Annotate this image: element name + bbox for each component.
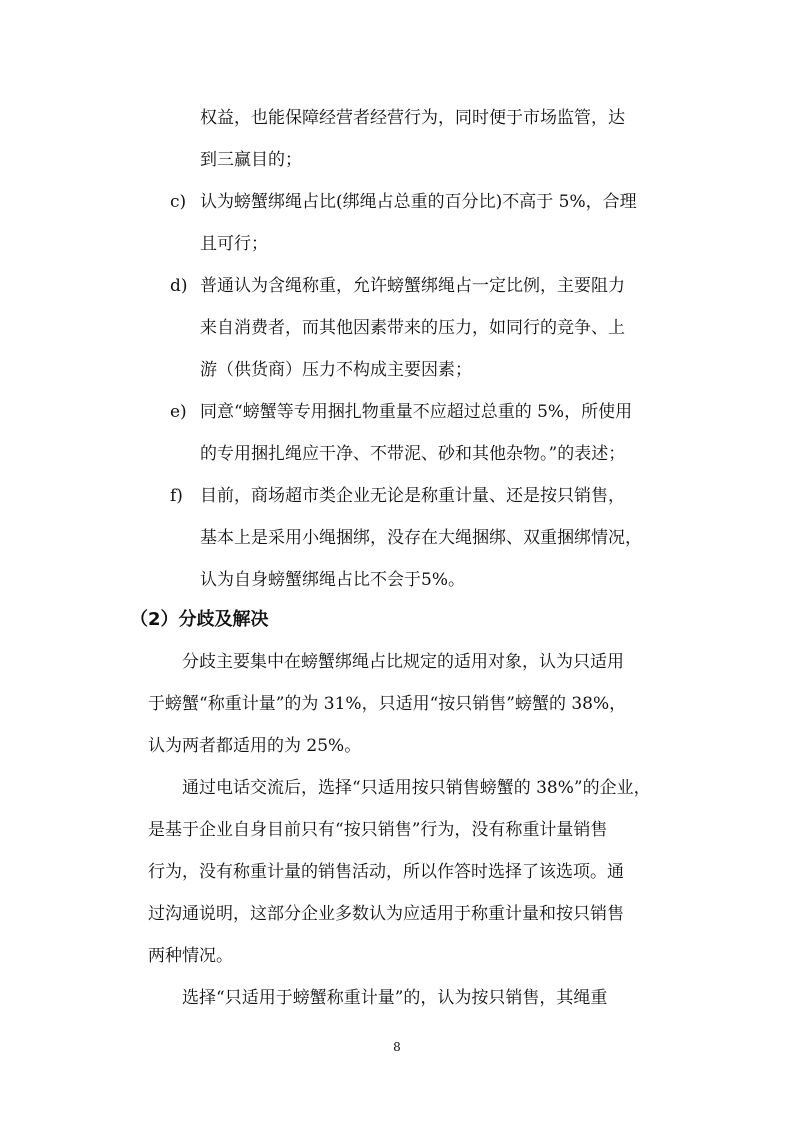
list-item-line: 同意“螃蟹等专用捆扎物重量不应超过总重的 5%，所使用 [200,402,633,422]
list-marker: c) [170,192,187,212]
list-item-line: 来自消费者，而其他因素带来的压力，如同行的竞争、上 [200,318,625,338]
section-heading: （2）分歧及解决 [130,609,269,630]
list-item-line: 认为螃蟹绑绳占比(绑绳占总重的百分比)不高于 5%，合理 [200,192,637,212]
list-item-line: 基本上是采用小绳捆绑，没存在大绳捆绑、双重捆绑情况， [200,528,642,548]
paragraph-line: 通过电话交流后，选择“只适用按只销售螃蟹的 38%”的企业， [182,778,651,798]
list-item-line: 的专用捆扎绳应干净、不带泥、砂和其他杂物。”的表述； [200,444,626,464]
list-item-line: 游（供货商）压力不构成主要因素； [200,360,472,380]
list-item-line: 目前，商场超市类企业无论是称重计量、还是按只销售， [200,486,625,506]
body-text-line: 权益，也能保障经营者经营行为，同时便于市场监管，达 [200,108,625,128]
paragraph-line: 于螃蟹“称重计量”的为 31%，只适用“按只销售”螃蟹的 38%， [148,694,627,714]
paragraph-line: 过沟通说明，这部分企业多数认为应适用于称重计量和按只销售 [148,904,624,924]
list-marker: e) [170,402,187,422]
list-marker: f) [170,486,183,506]
paragraph-line: 分歧主要集中在螃蟹绑绳占比规定的适用对象，认为只适用 [182,652,624,672]
list-item-line: 认为自身螃蟹绑绳占比不会于5%。 [200,570,465,590]
paragraph-line: 行为，没有称重计量的销售活动，所以作答时选择了该选项。通 [148,862,624,882]
paragraph-line: 是基于企业自身目前只有“按只销售”行为，没有称重计量销售 [148,820,608,840]
body-text-line: 到三赢目的； [200,150,302,170]
paragraph-line: 两种情况。 [148,946,233,966]
page-number: 8 [393,1040,401,1054]
list-marker: d) [170,276,188,296]
list-item-line: 普通认为含绳称重，允许螃蟹绑绳占一定比例，主要阻力 [200,276,625,296]
list-item-line: 且可行； [200,234,268,254]
paragraph-line: 选择“只适用于螃蟹称重计量”的，认为按只销售，其绳重 [182,988,608,1008]
paragraph-line: 认为两者都适用的为 25%。 [148,736,362,756]
